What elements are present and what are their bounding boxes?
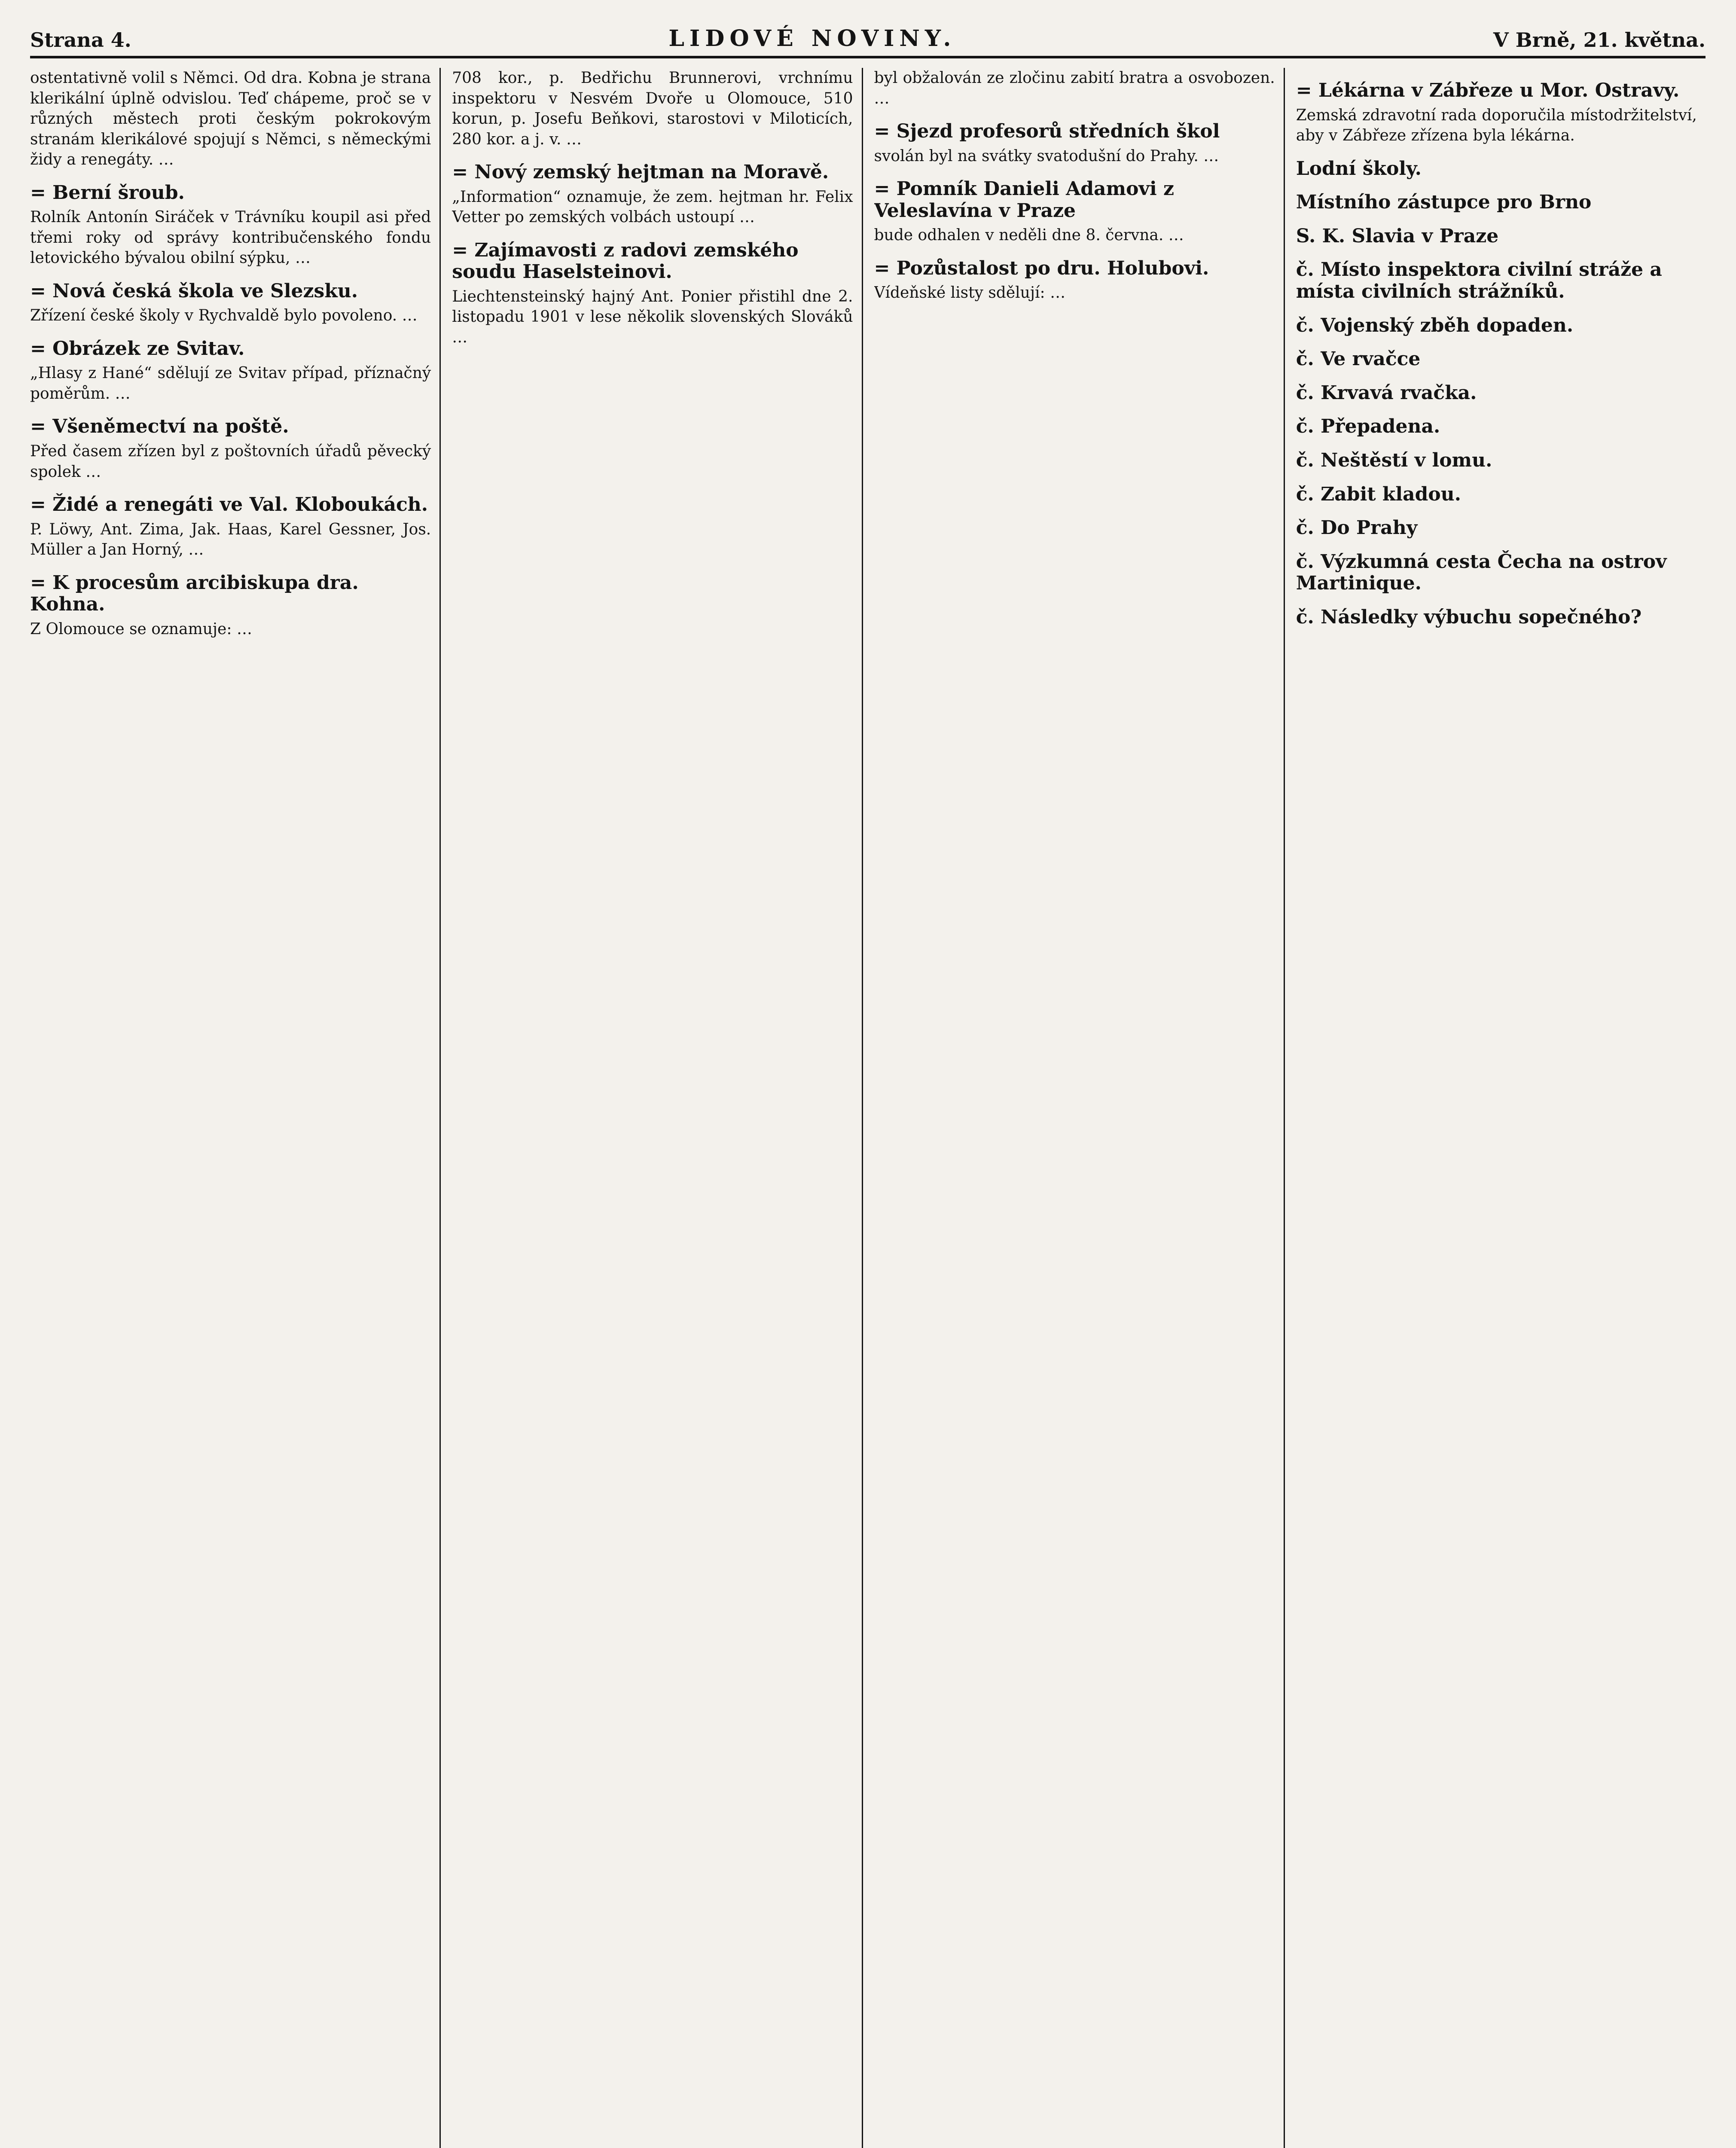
article-paragraph: „Hlasy z Hané“ sdělují ze Svitav případ, příznačný poměrům. …	[30, 364, 431, 403]
article-headline: č. Ve rvačce	[1296, 348, 1421, 370]
article-paragraph: svolán byl na svátky svatodušní do Prahy. …	[874, 147, 1219, 165]
article-paragraph: bude odhalen v neděli dne 8. června. …	[874, 226, 1184, 244]
article-headline: = Lékárna v Zábřeze u Mor. Ostravy.	[1296, 79, 1680, 101]
article-paragraph: „Information“ oznamuje, že zem. hejtman hr. Felix Vetter po zemských volbách ustoupí …	[452, 188, 853, 226]
article-headline: = Všeněmectví na poště.	[30, 415, 289, 438]
article-headline: č. Následky výbuchu sopečného?	[1296, 606, 1642, 628]
article-headline: č. Neštěstí v lomu.	[1296, 449, 1492, 471]
article-paragraph: Z Olomouce se oznamuje: …	[30, 620, 252, 638]
article-headline: = Obrázek ze Svitav.	[30, 337, 245, 360]
article-paragraph: P. Löwy, Ant. Zima, Jak. Haas, Karel Gessner, Jos. Müller a Jan Horný, …	[30, 520, 431, 559]
article-headline: = Židé a renegáti ve Val. Kloboukách.	[30, 494, 428, 516]
article-headline: Lodní školy.	[1296, 157, 1422, 180]
article-headline: = Berní šroub.	[30, 181, 185, 204]
article-paragraph: Před časem zřízen byl z poštovních úřadů pěvecký spolek …	[30, 442, 431, 481]
article-headline: = Pozůstalost po dru. Holubovi.	[874, 257, 1209, 279]
column-3	[874, 68, 1285, 2148]
article-headline: č. Místo inspektora civilní stráže a místa civilních strážníků.	[1296, 259, 1662, 302]
article-headline: č. Do Prahy	[1296, 517, 1418, 539]
article-headline: = Zajímavosti z radovi zemského soudu Haselsteinovi.	[452, 239, 799, 283]
page-number: Strana 4.	[30, 28, 131, 52]
article-paragraph: ostentativně volil s Němci. Od dra. Kobna je strana klerikální úplně odvislou. Teď chápeme, proč se v různých městech proti českým pokrokovým stranám klerikálové spojují s Němci, s německými židy a renegáty. …	[30, 69, 431, 169]
columns	[30, 68, 1705, 2148]
article-headline: č. Krvavá rvačka.	[1296, 381, 1477, 404]
article-headline: č. Přepadena.	[1296, 415, 1440, 438]
column-1	[30, 68, 441, 2148]
article-headline: č. Zabit kladou.	[1296, 483, 1461, 505]
article-headline: = Nová česká škola ve Slezsku.	[30, 280, 358, 302]
column-4	[1296, 68, 1705, 2148]
article-headline: = Sjezd profesorů středních škol	[874, 120, 1220, 143]
newspaper-page	[30, 26, 1705, 2148]
article-headline: = Pomník Danieli Adamovi z Veleslavína v Praze	[874, 178, 1175, 222]
article-paragraph: Zemská zdravotní rada doporučila místodržitelství, aby v Zábřeze zřízena byla lékárna.	[1296, 106, 1697, 145]
article-paragraph: Rolník Antonín Siráček v Trávníku koupil asi před třemi roky od správy kontribučenského fondu letovického bývalou obilní sýpku, …	[30, 208, 431, 267]
article-paragraph: 708 kor., p. Bedřichu Brunnerovi, vrchnímu inspektoru v Nesvém Dvoře u Olomouce, 510 korun, p. Josefu Beňkovi, starostovi v Miloticích, 280 kor. a j. v. …	[452, 69, 853, 148]
article-paragraph: byl obžalován ze zločinu zabití bratra a osvobozen. …	[874, 69, 1275, 107]
article-headline: S. K. Slavia v Praze	[1296, 225, 1499, 247]
article-paragraph: Vídeňské listy sdělují: …	[874, 284, 1066, 302]
article-headline: č. Vojenský zběh dopaden.	[1296, 314, 1574, 336]
newspaper-title: LIDOVÉ NOVINY.	[668, 25, 956, 52]
masthead	[30, 26, 1705, 58]
article-headline: = K procesům arcibiskupa dra. Kohna.	[30, 571, 359, 616]
column-2	[452, 68, 863, 2148]
issue-date: V Brně, 21. května.	[1493, 28, 1705, 52]
article-headline: č. Výzkumná cesta Čecha na ostrov Martinique.	[1296, 550, 1667, 595]
article-headline: = Nový zemský hejtman na Moravě.	[452, 161, 829, 183]
article-paragraph: Liechtensteinský hajný Ant. Ponier přistihl dne 2. listopadu 1901 v lese několik slovenských Slováků …	[452, 287, 853, 346]
article-headline: Místního zástupce pro Brno	[1296, 191, 1592, 214]
article-paragraph: Zřízení české školy v Rychvaldě bylo povoleno. …	[30, 307, 418, 325]
